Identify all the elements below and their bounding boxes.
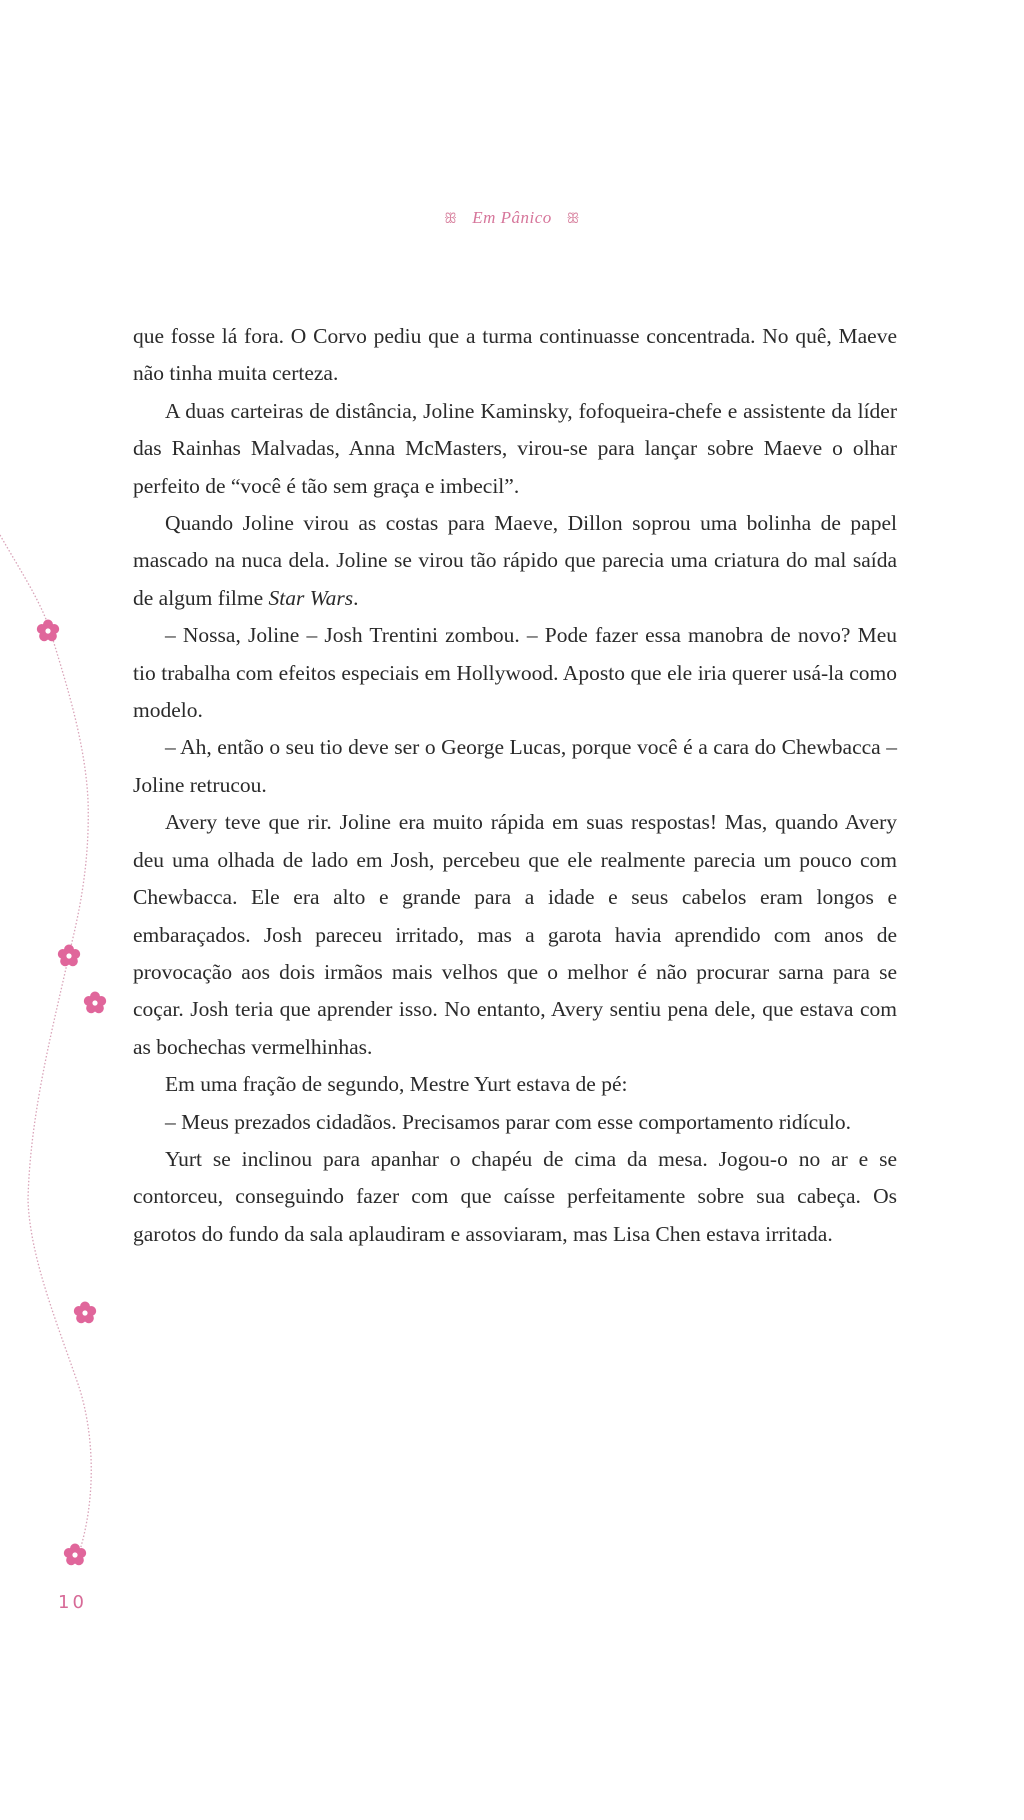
paragraph: – Ah, então o seu tio deve ser o George Lucas, porque você é a cara do Chewbacca – Joline retrucou. (133, 735, 897, 797)
paragraph-text: Quando Joline virou as costas para Maeve, Dillon soprou uma bolinha de papel mascado na nuca dela. Joline se virou tão rápido que parecia uma criatura do mal saída de algum filme (133, 511, 897, 610)
paragraph (133, 505, 897, 617)
flower-icon (82, 990, 108, 1016)
paragraph: Avery teve que rir. Joline era muito rápida em suas respostas! Mas, quando Avery deu uma olhada de lado em Josh, percebeu que ele realmente parecia um pouco com Chewbacca. Ele era alto e grande para a idade e seus cabelos eram longos e embaraçados. Josh pareceu irritado, mas a garota havia aprendido com anos de provocação aos dois irmãos mais velhos que o melhor é não procurar sarna para se coçar. Josh teria que aprender isso. No entanto, Avery sentiu pena dele, que estava com as bochechas vermelhinhas. (133, 810, 897, 1059)
flower-icon (35, 618, 61, 644)
paragraph: Yurt se inclinou para apanhar o chapéu de cima da mesa. Jogou-o no ar e se contorceu, conseguindo fazer com que caísse perfeitamente sobre sua cabeça. Os garotos do fundo da sala aplaudiram e assoviaram, mas Lisa Chen estava irritada. (133, 1146, 897, 1246)
flower-icon (62, 1542, 88, 1568)
paragraph-text: . (353, 585, 359, 610)
paragraph: A duas carteiras de distância, Joline Kaminsky, fofoqueira-chefe e assistente da líder das Rainhas Malvadas, Anna McMasters, virou-se para lançar sobre Maeve o olhar perfeito de “você é tão sem graça e imbecil”. (133, 398, 897, 498)
flower-icon (72, 1300, 98, 1326)
left-ornament-icon: ꕥ (443, 212, 458, 227)
vine-stem (0, 535, 91, 1550)
running-title: Em Pânico (472, 208, 552, 227)
paragraph: que fosse lá fora. O Corvo pediu que a turma continuasse concentrada. No quê, Maeve não tinha muita certeza. (133, 324, 897, 386)
body-text (133, 318, 897, 1253)
italic-title: Star Wars (268, 585, 354, 610)
paragraph: – Nossa, Joline – Josh Trentini zombou. – Pode fazer essa manobra de novo? Meu tio trabalha com efeitos especiais em Hollywood. Aposto que ele iria querer usá-la como modelo. (133, 623, 897, 723)
running-head (0, 208, 1024, 228)
flower-icon (56, 943, 82, 969)
page-number: 10 (58, 1592, 87, 1613)
right-ornament-icon: ꕥ (566, 212, 581, 227)
paragraph: – Meus prezados cidadãos. Precisamos parar com esse comportamento ridículo. (165, 1109, 851, 1134)
paragraph: Em uma fração de segundo, Mestre Yurt estava de pé: (165, 1072, 628, 1097)
